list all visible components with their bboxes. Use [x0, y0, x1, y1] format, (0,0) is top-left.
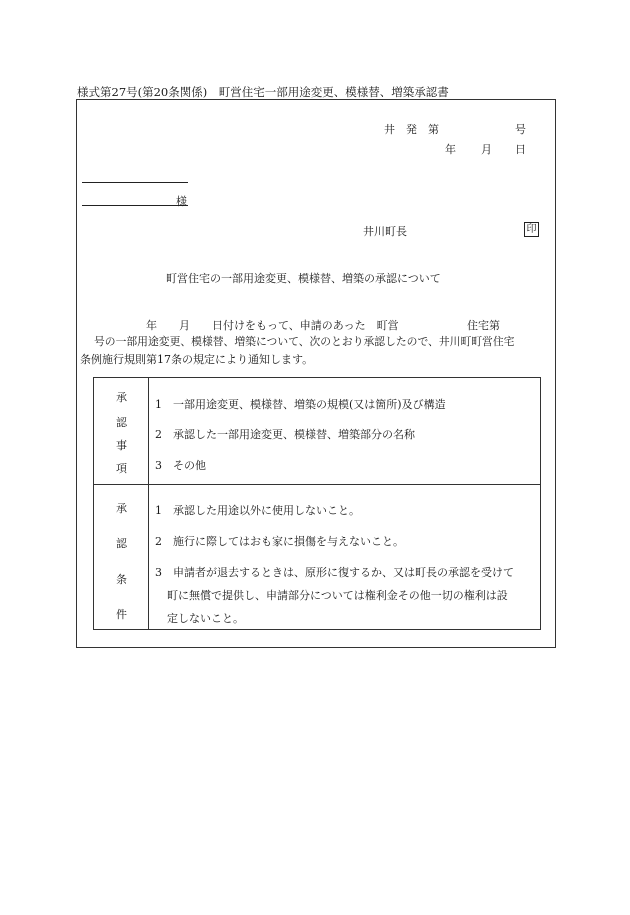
section2-item: 2 施行に際してはおも家に損傷を与えないこと。	[155, 535, 404, 548]
section2-item: 3 申請者が退去するときは、原形に復するか、又は町長の承認を受けて	[155, 566, 514, 579]
table-column-divider	[148, 377, 149, 630]
table-row-divider	[93, 484, 541, 485]
body-line1-tail: 住宅第	[467, 319, 500, 332]
doc-number-prefix: 井 発 第	[384, 123, 439, 136]
body-line1-text: 日付けをもって、申請のあった 町営	[212, 319, 399, 332]
subject: 町営住宅の一部用途変更、模様替、増築の承認について	[166, 272, 441, 285]
body-month: 月	[179, 319, 190, 332]
section2-item-continuation: 町に無償で提供し、申請部分については権利金その他一切の権利は設	[167, 589, 508, 602]
section1-item: 2 承認した一部用途変更、模様替、増築部分の名称	[155, 428, 415, 441]
doc-number-suffix: 号	[515, 123, 526, 136]
seal-mark: 印	[524, 222, 539, 237]
section2-item: 1 承認した用途以外に使用しないこと。	[155, 504, 360, 517]
section1-label-char: 項	[116, 462, 127, 475]
section2-label-char: 承	[116, 502, 127, 515]
section2-label-char: 認	[116, 537, 127, 550]
section2-label-char: 条	[116, 573, 127, 586]
section2-label-char: 件	[116, 608, 127, 621]
addressee-honorific: 様	[176, 195, 187, 208]
section1-label-char: 承	[116, 391, 127, 404]
section2-item-continuation: 定しないこと。	[167, 612, 244, 625]
form-title: 様式第27号(第20条関係) 町営住宅一部用途変更、模様替、増築承認書	[77, 85, 449, 99]
section1-label-char: 認	[116, 416, 127, 429]
date-year: 年	[445, 143, 456, 156]
issuer-title: 井川町長	[363, 225, 407, 238]
body-line3: 条例施行規則第17条の規定により通知します。	[80, 353, 314, 366]
section1-label-char: 事	[116, 439, 127, 452]
date-day: 日	[515, 143, 526, 156]
addressee-line-2	[82, 205, 188, 206]
date-month: 月	[481, 143, 492, 156]
body-line2: 号の一部用途変更、模様替、増築について、次のとおり承認したので、井川町町営住宅	[94, 335, 515, 348]
section1-item: 3 その他	[155, 459, 206, 472]
addressee-line-1	[82, 182, 188, 183]
body-year: 年	[146, 319, 157, 332]
section1-item: 1 一部用途変更、模様替、増築の規模(又は箇所)及び構造	[155, 398, 446, 411]
